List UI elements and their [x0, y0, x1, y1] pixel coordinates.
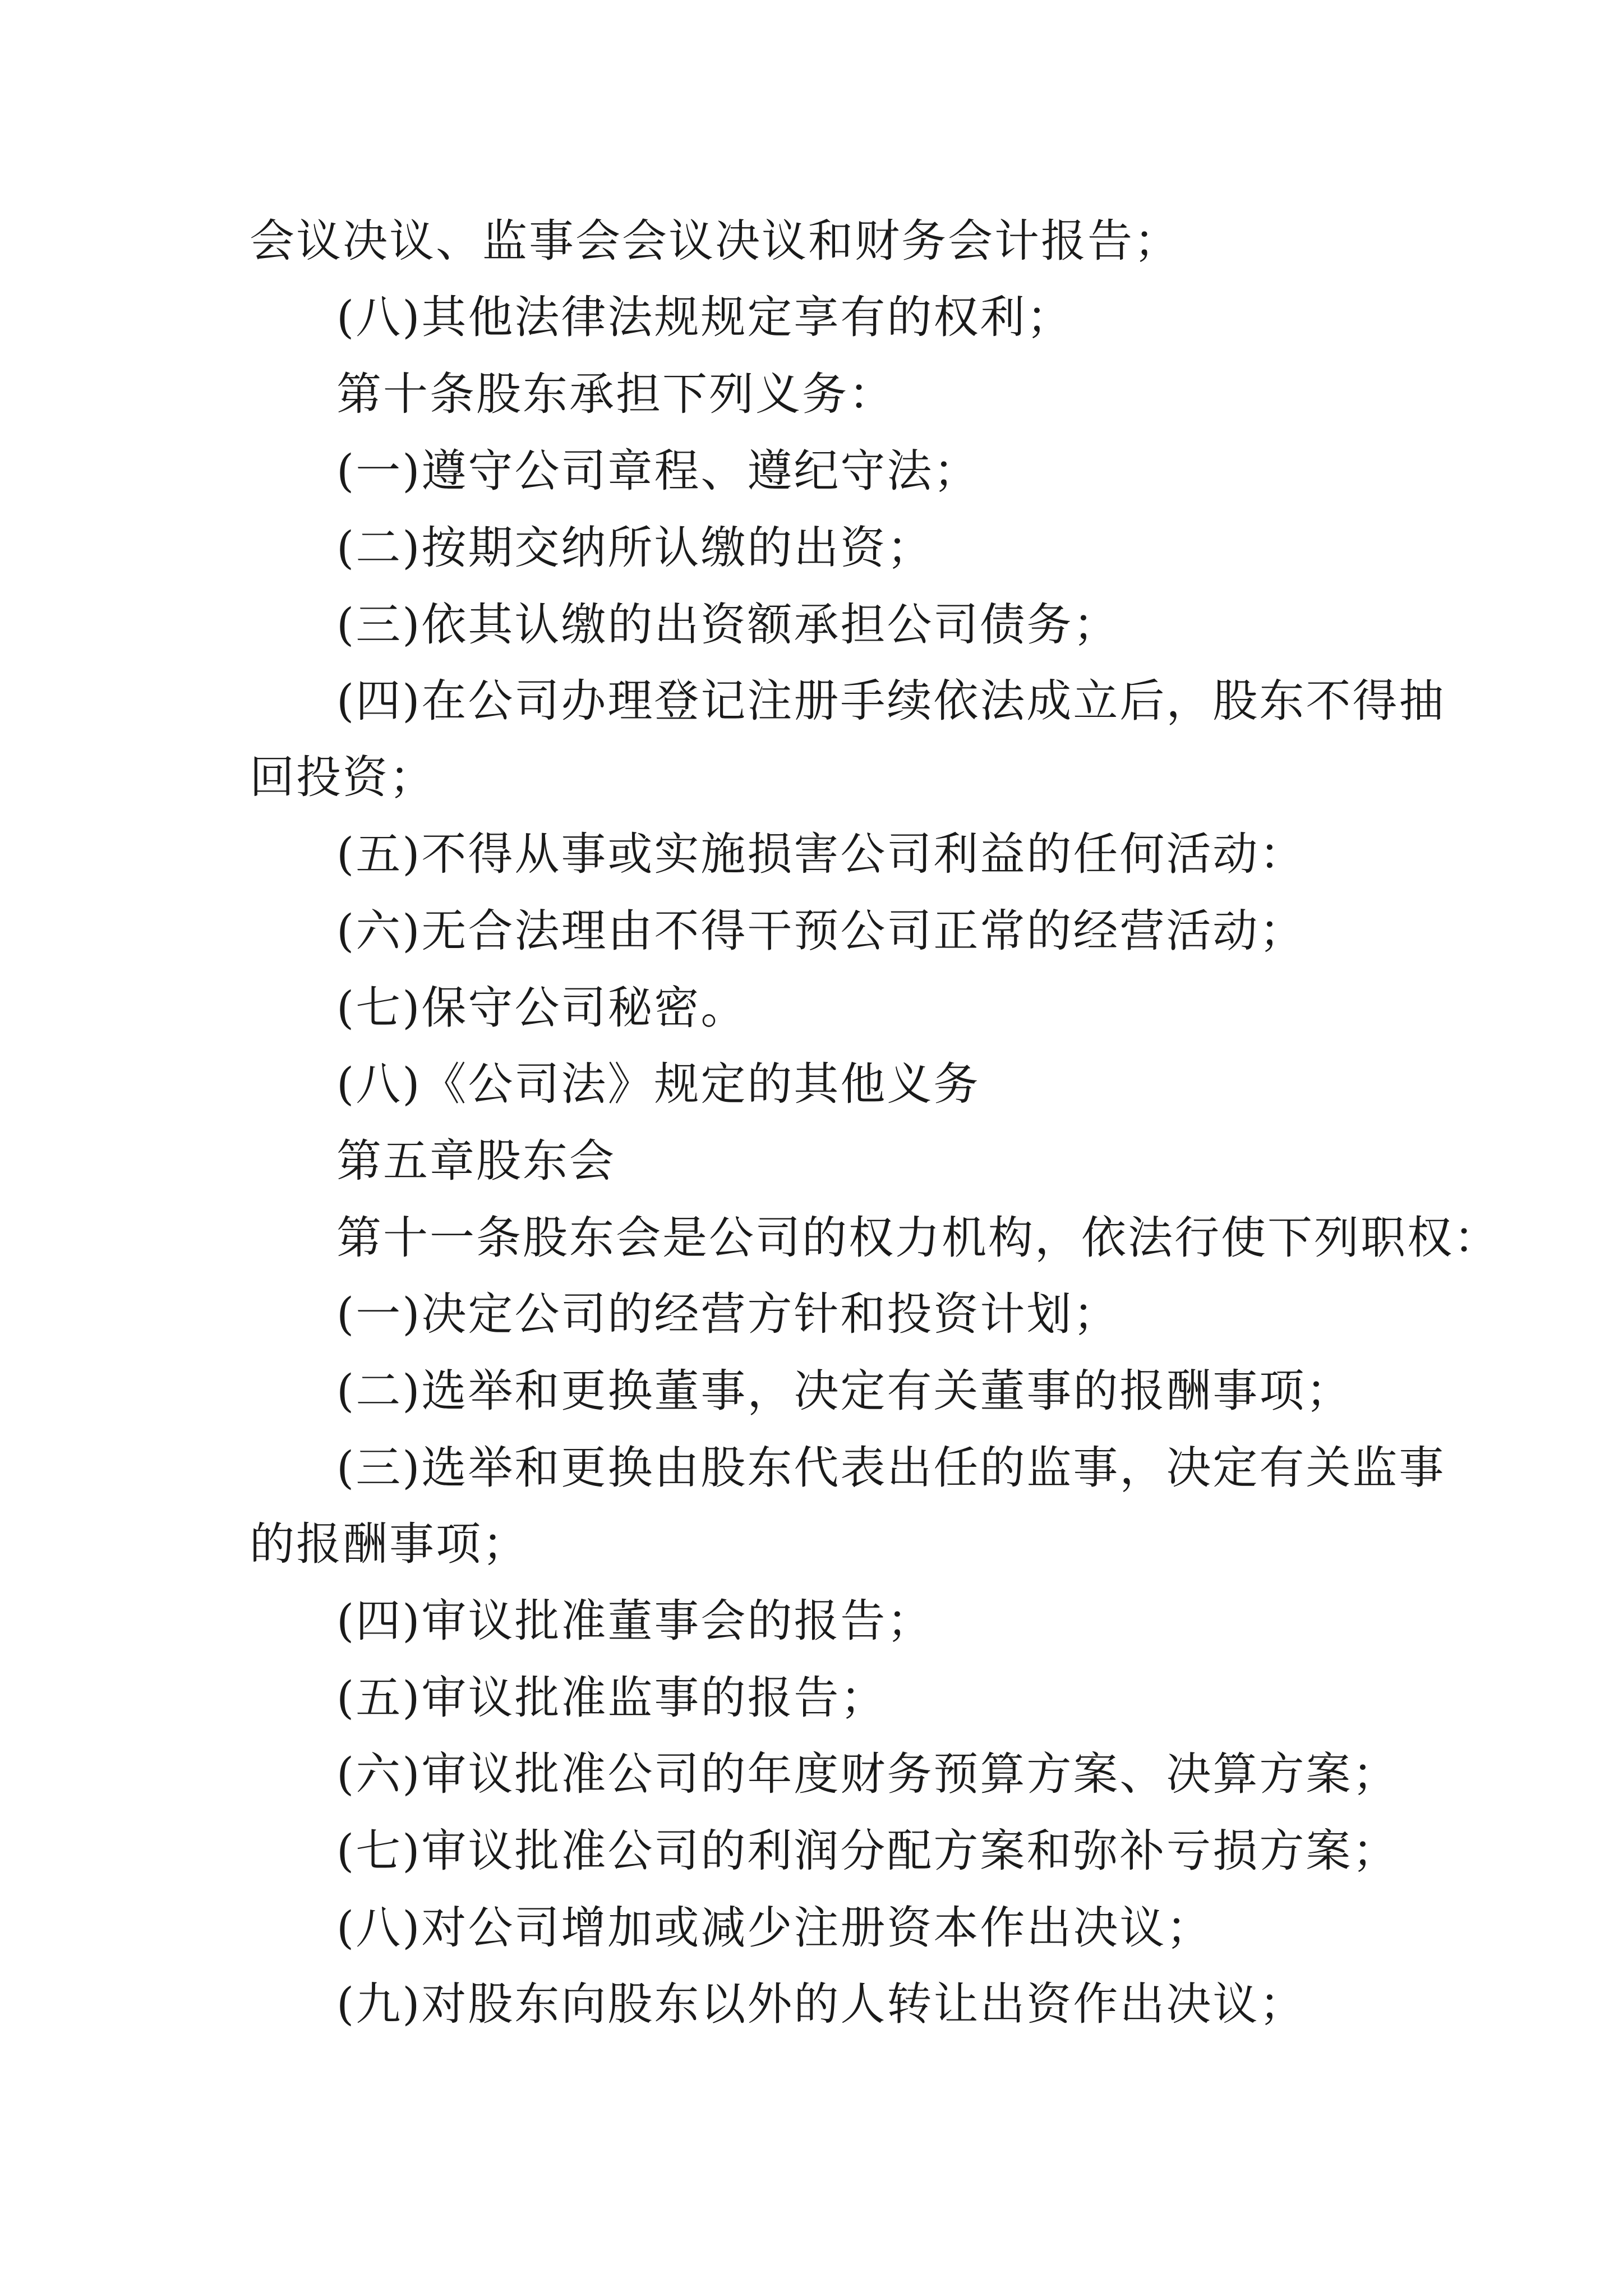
text-line: (六)审议批准公司的年度财务预算方案、决算方案；: [336, 1748, 1399, 1800]
text-line: (四)审议批准董事会的报告；: [336, 1595, 934, 1647]
text-line: 第十条股东承担下列义务：: [336, 368, 895, 420]
text-line: (三)选举和更换由股东代表出任的监事，决定有关监事: [336, 1442, 1446, 1494]
text-line: (二)选举和更换董事，决定有关董事的报酬事项；: [336, 1365, 1353, 1417]
text-line: (一)决定公司的经营方针和投资计划；: [336, 1288, 1120, 1340]
text-line: 会议决议、监事会会议决议和财务会计报告；: [250, 215, 1181, 267]
text-line: (七)审议批准公司的利润分配方案和弥补亏损方案；: [336, 1825, 1399, 1877]
text-line: (七)保守公司秘密。: [336, 982, 748, 1034]
text-line: (九)对股东向股东以外的人转让出资作出决议；: [336, 1978, 1306, 2030]
text-line: (八)对公司增加或减少注册资本作出决议；: [336, 1902, 1213, 1954]
text-line: (三)依其认缴的出资额承担公司债务；: [336, 599, 1120, 651]
text-line: (八)《公司法》规定的其他义务: [336, 1058, 980, 1110]
text-line: (五)不得从事或实施损害公司利益的任何活动：: [336, 828, 1306, 880]
chapter-heading: 第五章股东会: [336, 1135, 616, 1187]
text-line: 的报酬事项；: [250, 1518, 529, 1570]
text-line: (二)按期交纳所认缴的出资；: [336, 522, 934, 574]
text-line: 第十一条股东会是公司的权力机构，依法行使下列职权：: [336, 1212, 1500, 1264]
text-line: (八)其他法律法规规定享有的权利；: [336, 291, 1073, 343]
text-line: (一)遵守公司章程、遵纪守法；: [336, 445, 980, 497]
text-line: 回投资；: [250, 751, 436, 803]
text-line: (六)无合法理由不得干预公司正常的经营活动；: [336, 905, 1306, 957]
text-line: (五)审议批准监事的报告；: [336, 1672, 887, 1724]
text-line: (四)在公司办理登记注册手续依法成立后，股东不得抽: [336, 675, 1446, 727]
